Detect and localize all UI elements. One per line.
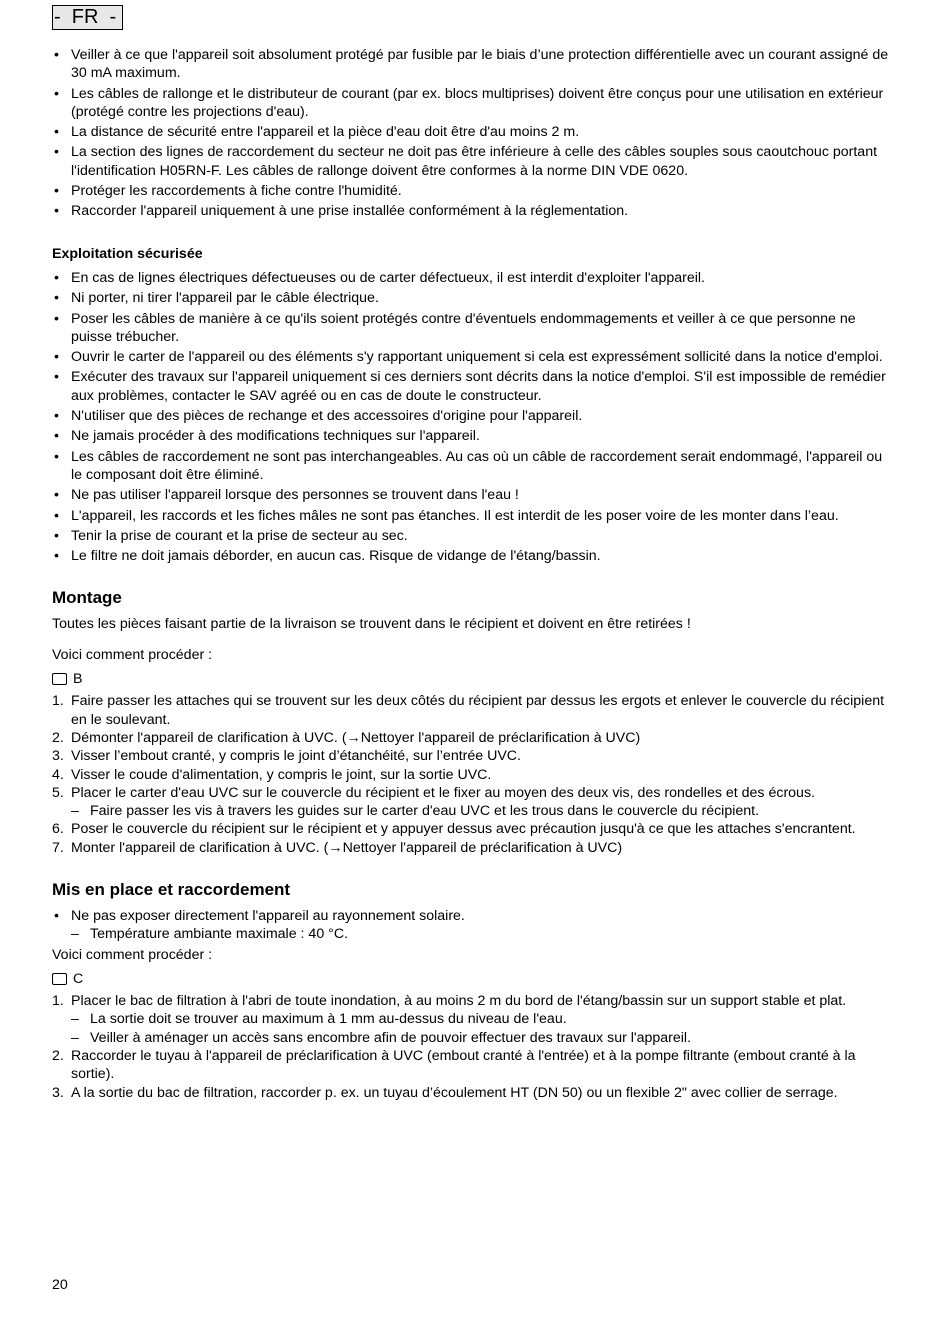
- step-number: 1.: [52, 693, 64, 710]
- figure-icon: [52, 673, 67, 685]
- step-number: 2.: [52, 729, 64, 746]
- placement-steps: [52, 992, 892, 1102]
- safe-operation-list: [52, 269, 892, 565]
- list-item: • Le filtre ne doit jamais déborder, en aucun cas. Risque de vidange de l'étang/bassin.: [52, 547, 892, 565]
- figure-reference-b: [52, 670, 892, 688]
- list-item: • Veiller à ce que l'appareil soit absolument protégé par fusible par le biais d’une protection différentielle avec un courant assigné de 30 mA maximum.: [52, 46, 892, 83]
- figure-label: C: [73, 970, 84, 987]
- list-item: • Tenir la prise de courant et la prise de secteur au sec.: [52, 527, 892, 545]
- step-text: Faire passer les attaches qui se trouvent sur les deux côtés du récipient par dessus les ergots et enlever le couvercle du récipient en le soulevant.: [71, 693, 885, 728]
- list-item: • Poser les câbles de manière à ce qu'ils soient protégés contre d'éventuels endommagements et veiller à ce que personne ne puisse trébucher.: [52, 310, 892, 347]
- step-number: 2.: [52, 1048, 64, 1065]
- list-item: • Ni porter, ni tirer l'appareil par le câble électrique.: [52, 289, 892, 307]
- list-item: • Ouvrir le carter de l'appareil ou des éléments s'y rapportant uniquement si cela est expressément sollicité dans la notice d'emploi.: [52, 348, 892, 366]
- list-item: [52, 907, 892, 944]
- montage-procedure-label: Voici comment procéder :: [52, 646, 213, 663]
- list-item: [52, 992, 892, 1047]
- step-text: Visser le coude d'alimentation, y compris le joint, sur la sortie UVC.: [71, 766, 492, 783]
- list-item: • Les câbles de raccordement ne sont pas interchangeables. Au cas où un câble de raccordement serait endommagé, l'appareil ou le composant doit être éliminé.: [52, 448, 892, 485]
- sub-step: – Veiller à aménager un accès sans encombre afin de pouvoir effectuer des travaux sur l'appareil.: [71, 1029, 892, 1047]
- sub-item: – Température ambiante maximale : 40 °C.: [71, 925, 892, 943]
- figure-label: B: [73, 671, 83, 688]
- step-number: 4.: [52, 766, 64, 783]
- list-item: [52, 692, 892, 729]
- list-item: • La distance de sécurité entre l'appareil et la pièce d'eau doit être d'au moins 2 m.: [52, 123, 892, 141]
- list-item: • Exécuter des travaux sur l'appareil uniquement si ces derniers sont décrits dans la notice d'emploi. S'il est impossible de remédier aux problèmes, contacter le SAV agréé ou en cas de doute le constructeur.: [52, 368, 892, 405]
- step-number: 5.: [52, 784, 64, 801]
- list-item: • Les câbles de rallonge et le distributeur de courant (par ex. blocs multiprises) doivent être conçus pour une utilisation en extérieur (protégé contre les projections d'eau).: [52, 85, 892, 122]
- list-item: [52, 766, 892, 784]
- list-item: • L'appareil, les raccords et les fiches mâles ne sont pas étanches. Il est interdit de les poser voire de les monter dans l’eau.: [52, 507, 892, 525]
- language-tag: - FR -: [52, 5, 123, 30]
- step-number: 6.: [52, 821, 64, 838]
- step-number: 7.: [52, 839, 64, 856]
- step-text: Monter l'appareil de clarification à UVC. (→Nettoyer l'appareil de préclarification à UVC): [71, 839, 623, 856]
- sub-step: – La sortie doit se trouver au maximum à 1 mm au-dessus du niveau de l'eau.: [71, 1010, 892, 1028]
- step-number: 1.: [52, 993, 64, 1010]
- list-item: • N'utiliser que des pièces de rechange et des accessoires d'origine pour l'appareil.: [52, 407, 892, 425]
- list-item: [52, 1047, 892, 1084]
- step-text: Raccorder le tuyau à l'appareil de préclarification à UVC (embout cranté à l'entrée) et à la pompe filtrante (embout cranté à la sortie).: [71, 1048, 856, 1083]
- intro-bullet-list: [52, 46, 892, 221]
- step-number: 3.: [52, 1084, 64, 1101]
- list-item: • En cas de lignes électriques défectueuses ou de carter défectueux, il est interdit d'exploiter l'appareil.: [52, 269, 892, 287]
- list-item: [52, 839, 892, 857]
- list-item: [52, 820, 892, 838]
- safe-operation-heading: Exploitation sécurisée: [52, 245, 203, 262]
- step-text: Placer le bac de filtration à l'abri de toute inondation, à au moins 2 m du bord de l'étang/bassin sur un support stable et plat.: [71, 993, 847, 1010]
- list-item: [52, 729, 892, 747]
- list-item: [52, 1084, 892, 1102]
- step-text: Visser l’embout cranté, y compris le joint d’étanchéité, sur l’entrée UVC.: [71, 748, 521, 765]
- list-item: [52, 784, 892, 821]
- list-item: • Ne jamais procéder à des modifications techniques sur l'appareil.: [52, 427, 892, 445]
- page-content: [52, 46, 892, 1102]
- placement-bullet-list: [52, 907, 892, 944]
- montage-steps: [52, 692, 892, 857]
- step-number: 3.: [52, 748, 64, 765]
- placement-heading: Mis en place et raccordement: [52, 879, 291, 899]
- step-text: Poser le couvercle du récipient sur le récipient et y appuyer dessus avec précaution jusqu'à ce que les attaches s'encrantent.: [71, 821, 856, 838]
- step-text: Placer le carter d'eau UVC sur le couvercle du récipient et le fixer au moyen des deux vis, des rondelles et des écrous.: [71, 784, 815, 801]
- list-item: • La section des lignes de raccordement du secteur ne doit pas être inférieure à celle des câbles souples sous caoutchouc portant l'identification H05RN-F. Les câbles de rallonge doivent être conformes à la norme DIN VDE 0620.: [52, 143, 892, 180]
- montage-intro: Toutes les pièces faisant partie de la livraison se trouvent dans le récipient et doivent en être retirées !: [52, 616, 691, 633]
- figure-icon: [52, 973, 67, 985]
- sub-step: – Faire passer les vis à travers les guides sur le carter d'eau UVC et les trous dans le couvercle du récipient.: [71, 802, 892, 820]
- page-number: 20: [52, 1277, 68, 1293]
- step-text: Démonter l'appareil de clarification à UVC. (→Nettoyer l'appareil de préclarification à UVC): [71, 729, 641, 746]
- list-item: • Protéger les raccordements à fiche contre l'humidité.: [52, 182, 892, 200]
- bullet-text: Ne pas exposer directement l'appareil au rayonnement solaire.: [71, 907, 465, 924]
- figure-reference-c: [52, 970, 892, 988]
- montage-heading: Montage: [52, 588, 122, 608]
- list-item: [52, 747, 892, 765]
- step-text: A la sortie du bac de filtration, raccorder p. ex. un tuyau d’écoulement HT (DN 50) ou un flexible 2" avec collier de serrage.: [71, 1084, 838, 1101]
- list-item: • Raccorder l'appareil uniquement à une prise installée conformément à la réglementation.: [52, 202, 892, 220]
- placement-procedure-label: Voici comment procéder :: [52, 946, 213, 963]
- list-item: • Ne pas utiliser l'appareil lorsque des personnes se trouvent dans l'eau !: [52, 486, 892, 504]
